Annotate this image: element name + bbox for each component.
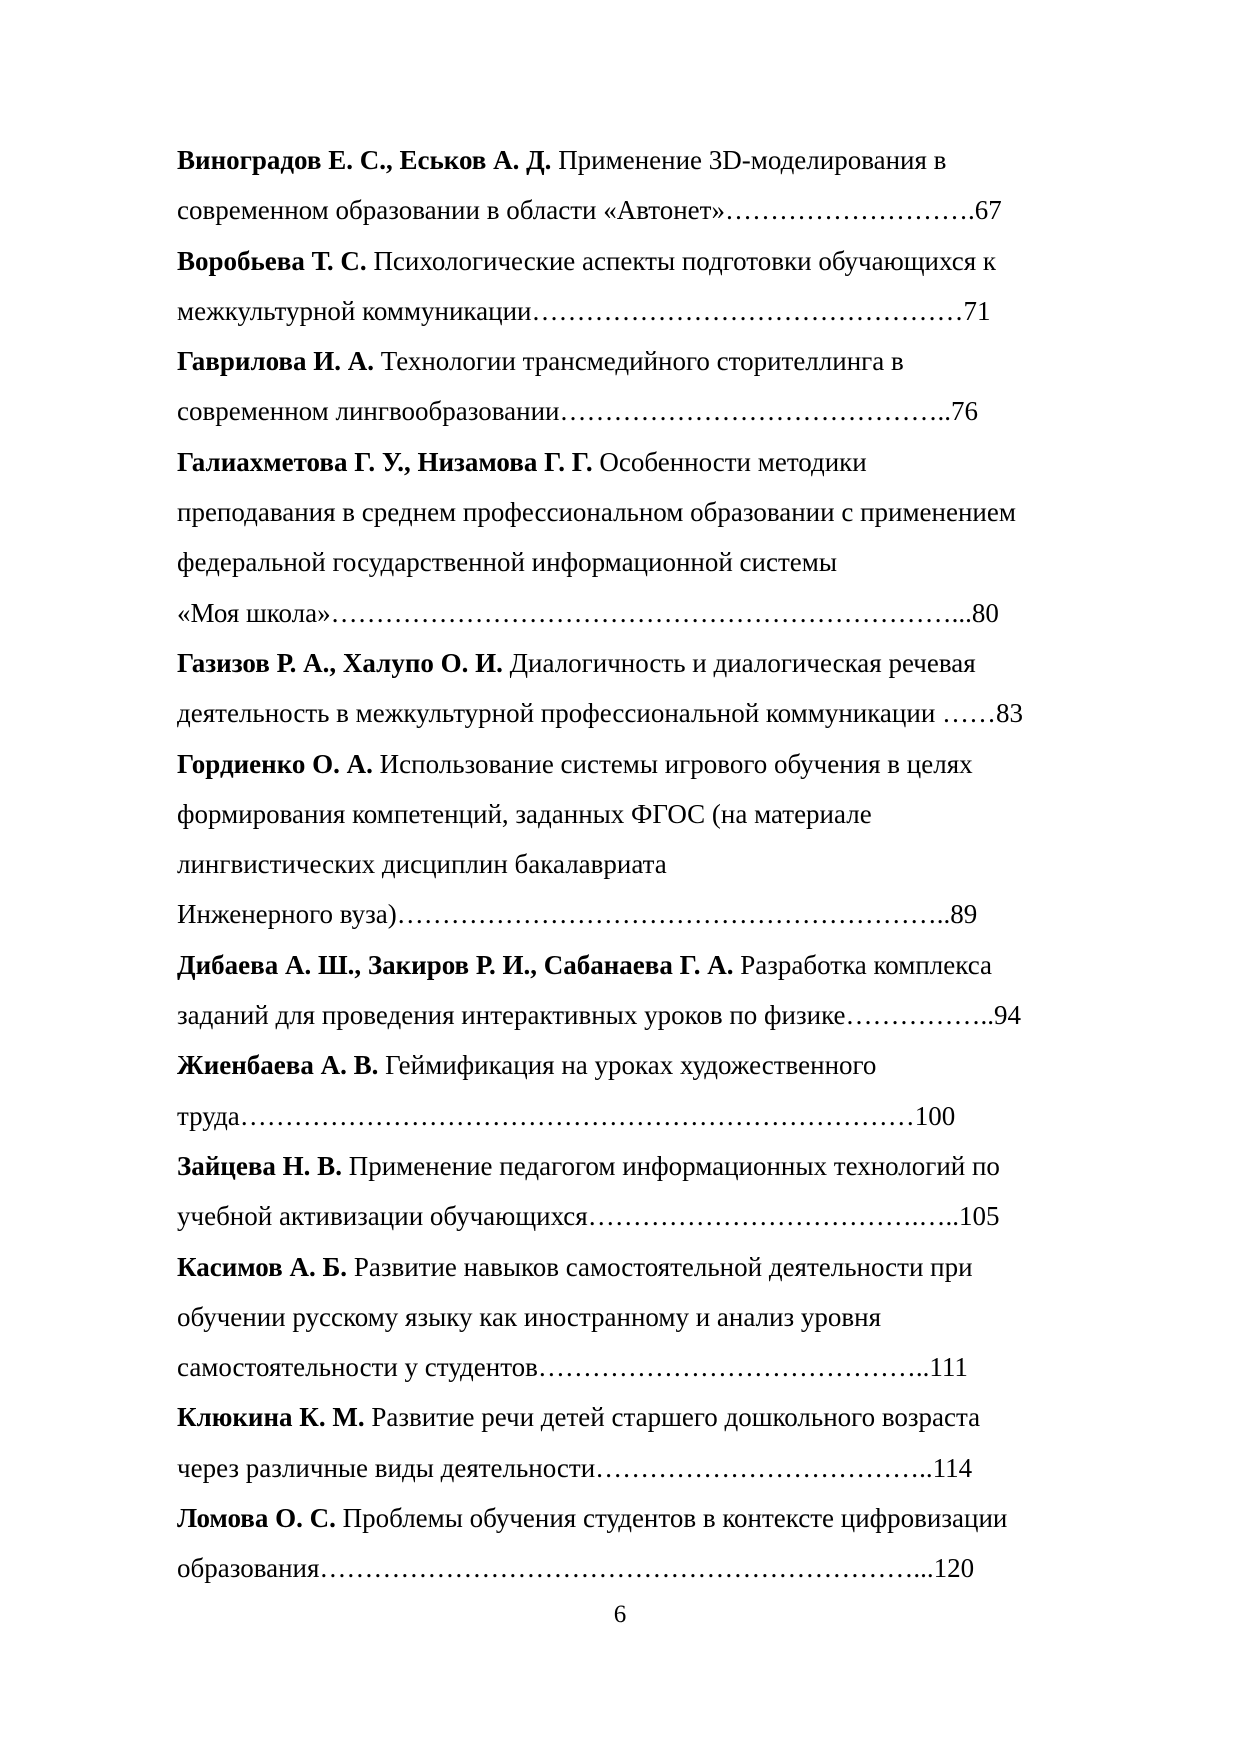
- toc-entry-text: Применение 3D-моделирования в: [551, 145, 947, 175]
- toc-line: [177, 789, 1103, 839]
- toc-line: [177, 537, 1103, 587]
- toc-entry-text: через различные виды деятельности………………………………..114: [177, 1452, 973, 1483]
- page-number: 6: [613, 1601, 627, 1628]
- toc-entry-text: Инженерного вуза)……………………………………………………..89: [177, 899, 978, 930]
- toc-line: [177, 487, 1103, 537]
- toc-entry-text: Технологии трансмедийного сторителлинга в: [374, 346, 904, 377]
- toc-entry-text: Психологические аспекты подготовки обучающихся к: [366, 245, 996, 276]
- toc-line: [177, 286, 1103, 336]
- toc-entry-text: формирования компетенций, заданных ФГОС (на материале: [177, 798, 872, 829]
- toc-authors: Ломова О. С.: [177, 1503, 336, 1534]
- toc-line: [177, 889, 1103, 939]
- toc-line: [177, 1543, 1103, 1593]
- toc-line: [177, 1443, 1103, 1493]
- toc-line: [177, 1091, 1103, 1141]
- table-of-contents: [177, 135, 1103, 1594]
- toc-line: [177, 336, 1103, 386]
- toc-entry-text: Особенности методики: [592, 446, 867, 477]
- toc-authors: Клюкина К. М.: [177, 1402, 365, 1433]
- toc-entry-text: обучении русскому языку как иностранному и анализ уровня: [177, 1301, 882, 1332]
- toc-entry-text: «Моя школа»……………………………………………………………...80: [177, 597, 999, 628]
- toc-line: [177, 638, 1103, 688]
- toc-line: [177, 1292, 1103, 1342]
- toc-line: [177, 940, 1103, 990]
- toc-entry-text: федеральной государственной информационной системы: [177, 547, 837, 578]
- toc-authors: Воробьева Т. С.: [177, 245, 367, 276]
- toc-entry-text: труда…………………………………………………………………100: [177, 1100, 956, 1131]
- toc-entry-text: Развитие речи детей старшего дошкольного возраста: [364, 1402, 981, 1433]
- toc-authors: Зайцева Н. В.: [177, 1150, 342, 1181]
- toc-entry-text: Разработка комплекса: [733, 949, 993, 980]
- toc-authors: Газизов Р. А., Халупо О. И.: [177, 647, 503, 678]
- toc-line: [177, 1141, 1103, 1191]
- toc-line: [177, 739, 1103, 789]
- toc-entry-text: преподавания в среднем профессиональном образовании с применением: [177, 497, 1016, 528]
- toc-line: [177, 185, 1103, 235]
- toc-line: [177, 1242, 1103, 1292]
- toc-entry-text: самостоятельности у студентов……………………………………..111: [177, 1352, 968, 1383]
- toc-line: [177, 135, 1103, 185]
- toc-entry-text: Проблемы обучения студентов в контексте цифровизации: [335, 1503, 1008, 1534]
- toc-line: [177, 1392, 1103, 1442]
- toc-line: [177, 1040, 1103, 1090]
- toc-entry-text: Применение педагогом информационных технологий по: [341, 1150, 1000, 1181]
- toc-line: [177, 1493, 1103, 1543]
- toc-entry-text: Диалогичность и диалогическая речевая: [502, 647, 976, 678]
- toc-authors: Виноградов Е. С., Еськов А. Д.: [177, 145, 552, 175]
- toc-line: [177, 386, 1103, 436]
- toc-line: [177, 588, 1103, 638]
- toc-authors: Касимов А. Б.: [177, 1251, 348, 1282]
- toc-line: [177, 1191, 1103, 1241]
- toc-authors: Галиахметова Г. У., Низамова Г. Г.: [177, 446, 593, 477]
- toc-entry-text: заданий для проведения интерактивных уроков по физике……………..94: [177, 1000, 1022, 1031]
- toc-authors: Жиенбаева А. В.: [177, 1050, 379, 1081]
- toc-line: [177, 1342, 1103, 1392]
- toc-entry-text: Использование системы игрового обучения в целях: [372, 748, 973, 779]
- toc-entry-text: учебной активизации обучающихся……………………………….…..105: [177, 1201, 1000, 1232]
- toc-line: [177, 437, 1103, 487]
- toc-entry-text: лингвистических дисциплин бакалавриата: [177, 849, 667, 880]
- toc-line: [177, 990, 1103, 1040]
- toc-line: [177, 688, 1103, 738]
- toc-authors: Гаврилова И. А.: [177, 346, 375, 377]
- toc-entry-text: современном лингвообразовании……………………………………..76: [177, 396, 978, 427]
- toc-entry-text: межкультурной коммуникации…………………………………………71: [177, 295, 991, 326]
- toc-entry-text: Геймификация на уроках художественного: [378, 1050, 877, 1081]
- toc-line: [177, 236, 1103, 286]
- toc-entry-text: современном образовании в области «Автонет»……………………….67: [177, 195, 1002, 226]
- toc-entry-text: Развитие навыков самостоятельной деятельности при: [347, 1251, 973, 1282]
- toc-entry-text: деятельность в межкультурной профессиональной коммуникации ……83: [177, 698, 1024, 729]
- toc-line: [177, 839, 1103, 889]
- toc-entry-text: образования…………………………………………………………...120: [177, 1553, 975, 1584]
- toc-authors: Гордиенко О. А.: [177, 748, 373, 779]
- toc-authors: Дибаева А. Ш., Закиров Р. И., Сабанаева Г. А.: [177, 949, 734, 980]
